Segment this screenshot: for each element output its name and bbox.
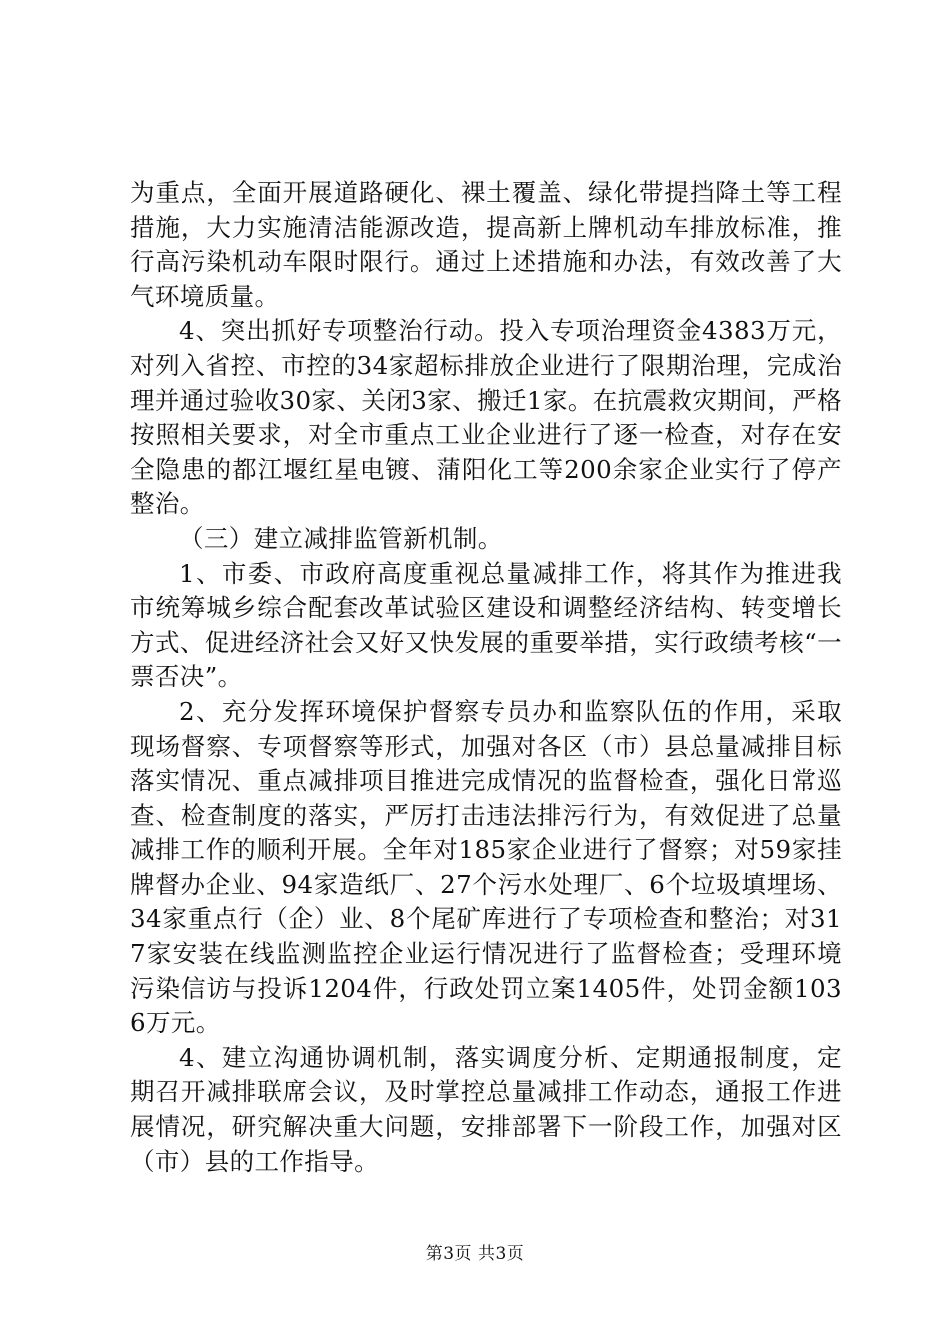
document-body — [130, 176, 842, 1179]
paragraph-item-2: 2、充分发挥环境保护督察专员办和监察队伍的作用，采取现场督察、专项督察等形式，加强对各区（市）县总量减排目标落实情况、重点减排项目推进完成情况的监督检查，强化日常巡查、检查制度的落实，严厉打击违法排污行为，有效促进了总量减排工作的顺利开展。全年对185家企业进行了督察；对59家挂牌督办企业、94家造纸厂、27个污水处理厂、6个垃圾填埋场、34家重点行（企）业、8个尾矿库进行了专项检查和整治；对317家安装在线监测监控企业运行情况进行了监督检查；受理环境污染信访与投诉1204件，行政处罚立案1405件，处罚金额1036万元。 — [130, 696, 842, 1038]
section-heading: （三）建立减排监管新机制。 — [179, 523, 503, 553]
page-footer — [0, 1244, 950, 1264]
paragraph-continuation: 为重点，全面开展道路硬化、裸土覆盖、绿化带提挡降土等工程措施，大力实施清洁能源改造，提高新上牌机动车排放标准，推行高污染机动车限时限行。通过上述措施和办法，有效改善了大气环境质量。 — [130, 178, 842, 311]
paragraph-item-4-mechanism: 4、建立沟通协调机制，落实调度分析、定期通报制度，定期召开减排联席会议，及时掌控总量减排工作动态，通报工作进展情况，研究解决重大问题，安排部署下一阶段工作，加强对区（市）县的工作指导。 — [130, 1042, 842, 1176]
paragraph-special-rectification: 4、突出抓好专项整治行动。投入专项治理资金4383万元，对列入省控、市控的34家超标排放企业进行了限期治理，完成治理并通过验收30家、关闭3家、搬迁1家。在抗震救灾期间，严格按照相关要求，对全市重点工业企业进行了逐一检查，对存在安全隐患的都江堰红星电镀、蒲阳化工等200余家企业实行了停产整治。 — [130, 316, 842, 519]
page-number: 第3页 共3页 — [425, 1244, 525, 1264]
paragraph-item-1: 1、市委、市政府高度重视总量减排工作，将其作为推进我市统筹城乡综合配套改革试验区建设和调整经济结构、转变增长方式、促进经济社会又好又快发展的重要举措，实行政绩考核“一票否决”。 — [130, 558, 842, 692]
